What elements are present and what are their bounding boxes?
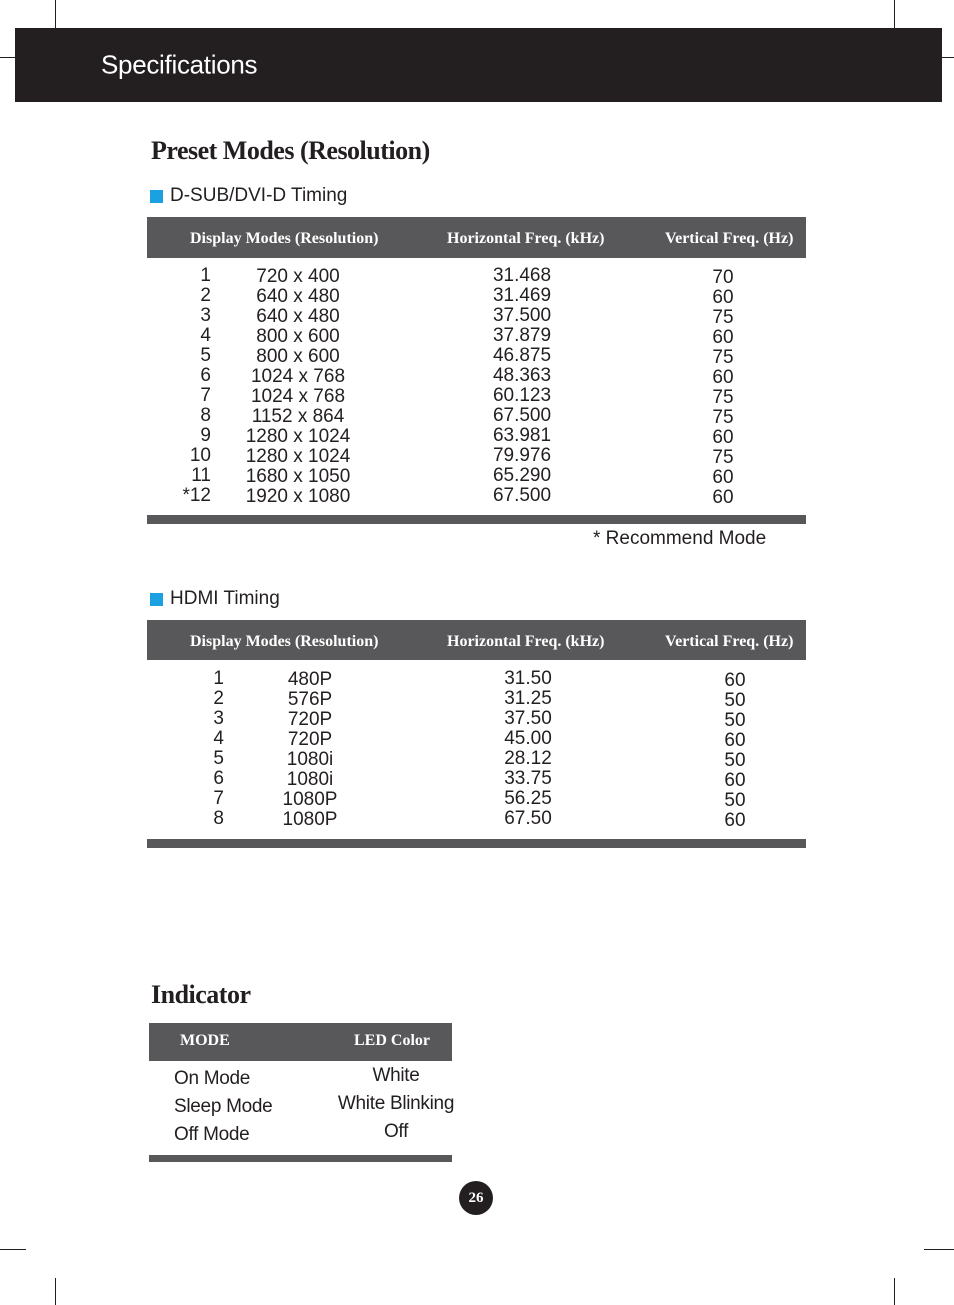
table-cell: 6 [200, 365, 211, 386]
hdmi-timing-subtitle [150, 588, 280, 610]
table-cell: 1 [200, 265, 211, 286]
table-cell: 60 [724, 770, 746, 791]
column-header-vertical-freq: Vertical Freq. (Hz) [665, 230, 794, 247]
table-cell: 4 [213, 728, 224, 749]
table-cell: 800 x 600 [256, 326, 340, 347]
table-cell: 1152 x 864 [251, 406, 345, 427]
table-cell: 5 [213, 748, 224, 769]
table-cell: 720P [287, 729, 333, 750]
table-cell: 1080P [282, 789, 338, 810]
hdmi-resolution-column [260, 670, 360, 830]
table-cell: 79.976 [492, 445, 552, 466]
indicator-color-column [336, 1062, 456, 1146]
crop-mark [942, 57, 954, 58]
table-cell: 75 [712, 387, 734, 408]
table-cell: 60 [712, 367, 734, 388]
table-cell: 67.50 [504, 808, 552, 829]
table-cell: 1680 x 1050 [245, 466, 351, 487]
indicator-table-bottom-rule [149, 1155, 452, 1162]
dsub-timing-subtitle [150, 185, 347, 207]
table-cell: 480P [287, 669, 333, 690]
table-cell: 60 [712, 327, 734, 348]
table-cell: 70 [712, 267, 734, 288]
table-cell: 37.50 [504, 708, 552, 729]
crop-mark [894, 1278, 895, 1305]
table-cell: 1024 x 768 [250, 386, 346, 407]
hdmi-table-bottom-rule [147, 839, 806, 848]
crop-mark [55, 0, 56, 28]
column-header-display-modes: Display Modes (Resolution) [190, 633, 379, 650]
preset-modes-title: Preset Modes (Resolution) [151, 136, 430, 165]
crop-mark [894, 0, 895, 28]
table-cell: 28.12 [504, 748, 552, 769]
table-cell: 63.981 [492, 425, 552, 446]
indicator-mode-column [174, 1065, 272, 1149]
table-cell: 8 [200, 405, 211, 426]
dsub-table-header [147, 217, 806, 258]
table-cell: 6 [213, 768, 224, 789]
table-cell: 5 [200, 345, 211, 366]
table-cell: 1080P [282, 809, 338, 830]
table-cell: 1280 x 1024 [245, 426, 351, 447]
table-cell: 8 [213, 808, 224, 829]
recommend-mode-note: * Recommend Mode [593, 528, 767, 549]
table-cell: 60.123 [492, 385, 552, 406]
table-cell: 10 [189, 445, 211, 466]
column-header-display-modes: Display Modes (Resolution) [190, 230, 379, 247]
table-cell: 50 [724, 710, 746, 731]
dsub-resolution-column [228, 267, 368, 507]
dsub-number-column [160, 266, 211, 506]
column-header-horizontal-freq: Horizontal Freq. (kHz) [447, 230, 605, 247]
table-cell: White Blinking [337, 1093, 455, 1114]
table-cell: 640 x 480 [256, 306, 340, 327]
table-cell: 3 [200, 305, 211, 326]
indicator-table-header [149, 1023, 452, 1061]
crop-mark [924, 1249, 954, 1250]
table-cell: 45.00 [504, 728, 552, 749]
hdmi-vertical-column [710, 671, 760, 831]
column-header-mode: MODE [180, 1032, 230, 1049]
crop-mark [55, 1278, 56, 1305]
page-header-title: Specifications [101, 49, 258, 80]
table-cell: 48.363 [492, 365, 552, 386]
table-cell: 60 [724, 810, 746, 831]
table-cell: 60 [724, 670, 746, 691]
table-cell: 50 [724, 750, 746, 771]
table-cell: 11 [191, 465, 211, 486]
table-cell: 56.25 [504, 788, 552, 809]
dsub-table-bottom-rule [147, 515, 806, 524]
table-cell: 50 [724, 690, 746, 711]
hdmi-timing-label: HDMI Timing [170, 588, 280, 609]
table-cell: 1 [213, 668, 224, 689]
table-cell: Off Mode [174, 1124, 250, 1145]
table-cell: 720 x 400 [256, 266, 340, 287]
indicator-title: Indicator [151, 980, 251, 1009]
table-cell: 1080i [286, 749, 334, 770]
table-cell: Off [383, 1121, 409, 1142]
table-cell: 37.500 [492, 305, 552, 326]
table-cell: 67.500 [492, 405, 552, 426]
table-cell: 37.879 [492, 325, 552, 346]
table-cell: 7 [200, 385, 211, 406]
table-cell: 1080i [286, 769, 334, 790]
table-cell: Sleep Mode [174, 1096, 273, 1117]
table-cell: White [372, 1065, 420, 1086]
table-cell: 720P [287, 709, 333, 730]
table-cell: 75 [712, 307, 734, 328]
column-header-led-color: LED Color [354, 1032, 430, 1049]
table-cell: 1280 x 1024 [245, 446, 351, 467]
table-cell: 4 [200, 325, 211, 346]
table-cell: 576P [287, 689, 333, 710]
table-cell: 31.468 [492, 265, 552, 286]
table-cell: 1920 x 1080 [245, 486, 351, 507]
table-cell: 60 [724, 730, 746, 751]
dsub-horizontal-column [470, 266, 574, 506]
bullet-square-icon [150, 190, 163, 203]
table-cell: 75 [712, 407, 734, 428]
crop-mark [0, 57, 15, 58]
table-cell: 33.75 [504, 768, 552, 789]
table-cell: 75 [712, 447, 734, 468]
table-cell: 31.50 [504, 668, 552, 689]
table-cell: 65.290 [492, 465, 552, 486]
bullet-square-icon [150, 593, 163, 606]
table-cell: 9 [200, 425, 211, 446]
dsub-timing-label: D-SUB/DVI-D Timing [170, 185, 348, 206]
table-cell: 7 [213, 788, 224, 809]
hdmi-horizontal-column [483, 669, 573, 829]
table-cell: 60 [712, 467, 734, 488]
table-cell: On Mode [174, 1068, 251, 1089]
table-cell: 50 [724, 790, 746, 811]
table-cell: 60 [712, 427, 734, 448]
column-header-horizontal-freq: Horizontal Freq. (kHz) [447, 633, 605, 650]
table-cell: 3 [213, 708, 224, 729]
hdmi-number-column [184, 669, 224, 829]
table-cell: 2 [200, 285, 211, 306]
table-cell: 75 [712, 347, 734, 368]
table-cell: 640 x 480 [256, 286, 340, 307]
table-cell: 2 [213, 688, 224, 709]
table-cell: 67.500 [492, 485, 552, 506]
table-cell: 46.875 [492, 345, 552, 366]
table-cell: 31.469 [492, 285, 552, 306]
table-cell: 800 x 600 [256, 346, 340, 367]
table-cell: 1024 x 768 [250, 366, 346, 387]
dsub-vertical-column [698, 268, 748, 508]
table-cell: 60 [712, 287, 734, 308]
table-cell: 60 [712, 487, 734, 508]
crop-mark [0, 1249, 26, 1250]
table-cell: *12 [182, 485, 211, 506]
hdmi-table-header [147, 620, 806, 660]
column-header-vertical-freq: Vertical Freq. (Hz) [665, 633, 794, 650]
page-number: 26 [459, 1181, 493, 1215]
table-cell: 31.25 [504, 688, 552, 709]
